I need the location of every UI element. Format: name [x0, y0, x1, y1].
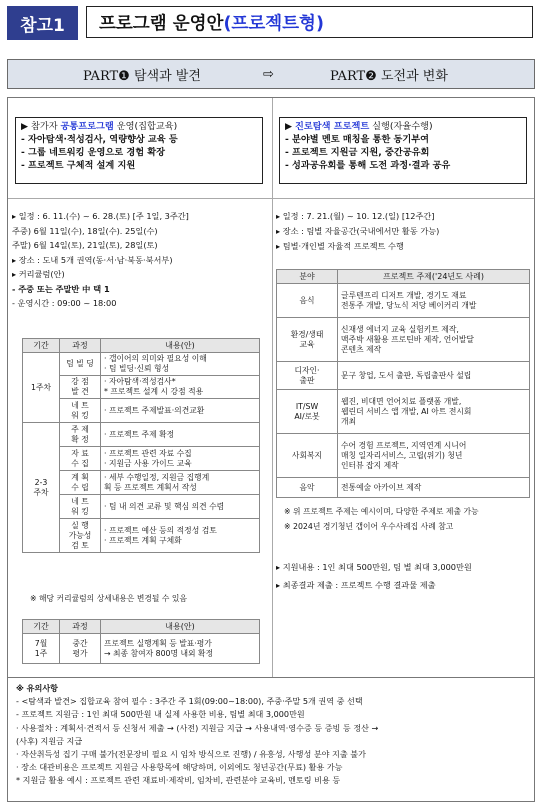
page-title — [86, 6, 533, 38]
part2-summary-line4: - 성과공유회를 통해 도전 과정·결과 공유 — [285, 160, 451, 171]
topics-note-1: ※ 위 프로젝트 주제는 예시이며, 다양한 주제로 제출 가능 — [284, 507, 479, 516]
reference-badge: 참고1 — [7, 6, 78, 40]
part1-label: PART❶ 탐색과 발견 — [83, 68, 201, 84]
field-cell: IT/SW AI/로봇 — [277, 390, 338, 434]
note-line: - 프로젝트 지원금 : 1인 최대 500만원 내 실제 사용한 비용, 팀별 최대 3,000만원 — [16, 709, 305, 720]
content-cell: · 프로젝트 예산 등의 적정성 검토 · 프로젝트 계획 구체화 — [101, 519, 260, 553]
note-line: · 자산취득성 집기 구매 불가(전문장비 필요 시 임차 방식으로 진행) / 유흥성, 사행성 분야 지출 불가 — [16, 749, 366, 760]
topics-notes — [284, 504, 479, 534]
table-row — [277, 284, 530, 318]
note-line: - <탐색과 발견> 집합교육 참여 필수 : 3주간 주 1회(09:00~18:00), 주중·주말 5개 권역 중 선택 — [16, 696, 363, 707]
note-line: (사후) 지원금 지급 — [16, 735, 83, 746]
note-line: · 사용절차 : 계획서·견적서 등 신청서 제출 → (사전) 지원금 지급 → 사용내역·영수증 등 증빙 등 정산 → — [16, 722, 379, 733]
period-cell: 1주차 — [23, 353, 60, 423]
curriculum-header: 과정 — [60, 339, 101, 353]
field-cell: 사회복지 — [277, 434, 338, 478]
section-divider — [8, 198, 534, 199]
midterm-table — [22, 619, 260, 664]
column-divider — [272, 98, 273, 677]
support-amount: ▸ 지원내용 : 1인 최대 500만원, 팀 별 최대 3,000만원 — [276, 562, 472, 572]
main-panel — [7, 97, 535, 678]
period-cell: 2-3 주차 — [23, 423, 60, 553]
midterm-header: 과정 — [60, 620, 101, 634]
table-row — [23, 423, 260, 447]
period-cell: 7월 1주 — [23, 634, 60, 664]
topic-cell: 문구 창업, 도서 출판, 독립출판사 설립 — [338, 362, 530, 390]
table-row — [277, 478, 530, 498]
part1-class-choice: - 주중 또는 주말반 中 택 1 — [12, 283, 110, 294]
midterm-header: 내용(안) — [101, 620, 260, 634]
table-row — [277, 362, 530, 390]
course-cell: 네 트 워 킹 — [60, 399, 101, 423]
topics-header-row — [277, 270, 530, 284]
course-cell: 네 트 워 킹 — [60, 495, 101, 519]
curriculum-note: ※ 해당 커리큘럼의 상세내용은 변경될 수 있음 — [30, 594, 187, 603]
topic-cell: 신재생 에너지 교육 실험키트 제작, 맥주박 새활용 프로틴바 제작, 언어발달 콘텐츠 제작 — [338, 318, 530, 362]
content-cell: · 세부 수행일정, 지원금 집행계 획 등 프로젝트 계획서 작성 — [101, 471, 260, 495]
part2-summary-line1: ▶ 진로탐색 프로젝트 실행(자율수행) — [285, 121, 433, 132]
topics-header: 분야 — [277, 270, 338, 284]
topic-cell: 글루텐프리 디저트 개발, 경기도 재료 전통주 개발, 당뇨식 저당 베이커리 개발 — [338, 284, 530, 318]
topics-header: 프로젝트 주제('24년도 사례) — [338, 270, 530, 284]
topic-cell: 웹진, 비대면 언어치료 플랫폼 개발, 웹린더 서비스 앱 개발, AI 아트 전시회 개최 — [338, 390, 530, 434]
topics-table — [276, 269, 530, 498]
content-cell: · 프로젝트 관련 자료 수집 · 지원금 사용 가이드 교육 — [101, 447, 260, 471]
note-line: · 장소 대관비용은 프로젝트 지원금 사용항목에 해당하며, 이외에도 청년공간(무료) 활용 가능 — [16, 762, 343, 773]
course-cell: 실 행 가능성 검 토 — [60, 519, 101, 553]
course-cell: 주 제 확 정 — [60, 423, 101, 447]
title-accent: (프로젝트형) — [223, 13, 324, 34]
part1-hours: - 운영시간 : 09:00 ~ 18:00 — [12, 298, 117, 308]
table-row — [277, 434, 530, 478]
notes-panel — [7, 678, 535, 802]
part2-support — [276, 558, 472, 594]
part1-location: ▸ 장소 : 도내 5개 권역(동·서·남·북동·북서부) — [12, 254, 173, 265]
part1-summary-line1: ▶ 참가자 공통프로그램 운영(집합교육) — [21, 121, 178, 132]
part1-summary-box — [15, 117, 263, 184]
table-row — [23, 353, 260, 376]
part1-curriculum-label: ▸ 커리큘럼(안) — [12, 269, 65, 279]
field-cell: 음악 — [277, 478, 338, 498]
parts-bar — [7, 59, 535, 89]
content-cell: · 프로젝트 주제발표·의견교환 — [101, 399, 260, 423]
part1-summary-line3: - 그룹 네트워킹 운영으로 경험 확장 — [21, 147, 166, 158]
table-row — [277, 318, 530, 362]
field-cell: 디자인· 출판 — [277, 362, 338, 390]
content-cell: · 프로젝트 주제 확정 — [101, 423, 260, 447]
content-cell: 프로젝트 실행계획 등 발표·평가 → 최종 참여자 800명 내외 확정 — [101, 634, 260, 664]
part2-label: PART❷ 도전과 변화 — [330, 68, 448, 84]
course-cell: 자 료 수 집 — [60, 447, 101, 471]
topic-cell: 수어 경험 프로젝트, 지역연계 시니어 매칭 일자리서비스, 고립(위기) 청년 인터뷰 잡지 제작 — [338, 434, 530, 478]
course-cell: 중간 평가 — [60, 634, 101, 664]
curriculum-header: 내용(안) — [101, 339, 260, 353]
content-cell: · 갭이어의 의미와 필요성 이해 · 팀 빌딩·신뢰 형성 — [101, 353, 260, 376]
course-cell: 계 획 수 립 — [60, 471, 101, 495]
notes-title: ※ 유의사항 — [16, 683, 58, 693]
course-cell: 팀 빌 딩 — [60, 353, 101, 376]
content-cell: · 자아탐색·적성검사* * 프로젝트 설계 시 강점 적용 — [101, 376, 260, 399]
field-cell: 음식 — [277, 284, 338, 318]
midterm-header-row — [23, 620, 260, 634]
right-arrow-icon: ⇨ — [263, 66, 274, 82]
note-line: * 지원금 활용 예시 : 프로젝트 관련 재료비·제작비, 임차비, 관련분야 교육비, 멘토링 비용 등 — [16, 775, 341, 786]
field-cell: 환경/생태 교육 — [277, 318, 338, 362]
curriculum-table — [22, 338, 260, 553]
part1-weekday: 주중) 6월 11일(수), 18일(수). 25일(수) — [12, 225, 158, 236]
curriculum-header: 기간 — [23, 339, 60, 353]
part2-location: ▸ 장소 : 팀별 자율공간(국내에서만 활동 가능) — [276, 226, 440, 236]
part1-summary-line2: - 자아탐색·적성검사, 역량향상 교육 등 — [21, 134, 178, 145]
final-submission: ▸ 최종결과 제출 : 프로젝트 수행 결과물 제출 — [276, 580, 436, 590]
midterm-header: 기간 — [23, 620, 60, 634]
part2-summary-line3: - 프로젝트 지원금 지원, 중간공유회 — [285, 147, 430, 158]
part1-info — [12, 209, 189, 311]
part1-summary-line4: - 프로젝트 구체적 설계 지원 — [21, 160, 136, 171]
part2-schedule: ▸ 일정 : 7. 21.(월) ~ 10. 12.(일) [12주간] — [276, 211, 435, 221]
table-row — [23, 634, 260, 664]
page-header — [7, 6, 535, 40]
topics-note-2: ※ 2024년 경기청년 갭이어 우수사례집 사례 참고 — [284, 522, 454, 531]
title-main: 프로그램 운영안 — [99, 13, 224, 34]
topic-cell: 전통예술 아카이브 제작 — [338, 478, 530, 498]
curriculum-header-row — [23, 339, 260, 353]
content-cell: · 팀 내 의견 교류 및 핵심 의견 수렴 — [101, 495, 260, 519]
part2-info — [276, 209, 439, 254]
part2-summary-box — [279, 117, 527, 184]
part2-summary-line2: - 분야별 멘토 매칭을 통한 동기부여 — [285, 134, 430, 145]
table-row — [277, 390, 530, 434]
course-cell: 강 점 발 견 — [60, 376, 101, 399]
part1-schedule: ▸ 일정 : 6. 11.(수) ~ 6. 28.(토) [주 1일, 3주간] — [12, 211, 189, 221]
part2-mode: ▸ 팀별·개인별 자율적 프로젝트 수행 — [276, 241, 404, 251]
part1-weekend: 주말) 6월 14일(토), 21일(토), 28일(토) — [12, 240, 158, 250]
